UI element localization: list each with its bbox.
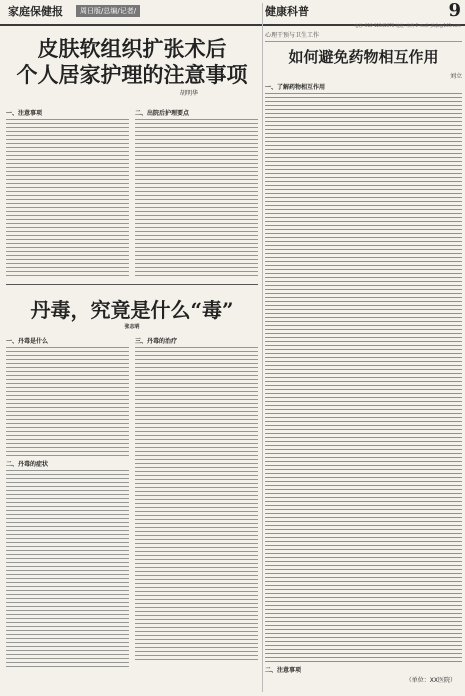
title1-line1: 皮肤软组织扩张术后	[37, 36, 227, 61]
right-subhead-1: 一、了解药物相互作用	[265, 84, 326, 91]
article2-subhead-2: 二、丹毒的症状	[6, 461, 49, 468]
article2-columns	[6, 334, 258, 670]
left-column	[6, 28, 258, 692]
article2-text-2	[6, 470, 129, 670]
article1-subhead-2: 二、出院后护理要点	[135, 110, 190, 117]
article1-columns	[6, 106, 258, 279]
article1-text	[6, 119, 129, 279]
right-section-head: 心理干预与卫生工作	[265, 28, 462, 42]
article2-byline: 张志明	[124, 324, 140, 330]
title1-line2: 个人居家护理的注意事项	[16, 62, 248, 87]
page-number: 9	[448, 0, 461, 21]
right-column	[262, 28, 462, 692]
right-signoff: （单位：XX医院）	[405, 677, 456, 684]
article-title-2: 丹毒，究竟是什么“毒”	[30, 298, 234, 322]
right-subhead-2: 二、注意事项	[265, 667, 302, 674]
header-pill: 周日版/总编/记者/	[76, 5, 140, 17]
page-header	[0, 0, 465, 26]
right-author: 刘立	[449, 73, 462, 80]
article-title-1	[6, 36, 258, 88]
article2-subhead-3: 三、丹毒的治疗	[135, 338, 178, 345]
article2-subhead-1: 一、丹毒是什么	[6, 338, 49, 345]
article-2	[6, 290, 258, 468]
right-title: 如何避免药物相互作用	[288, 48, 439, 66]
article1-subhead-1: 一、注意事项	[6, 110, 43, 117]
section-title: 家庭保健报	[8, 5, 63, 18]
article2-text-1	[6, 347, 129, 457]
article2-text-3	[135, 347, 258, 662]
article-divider	[6, 284, 258, 285]
article1-byline: 胡明华	[179, 90, 198, 97]
header-meta: 电话: 010-12345678 地址: 示例 E-mail: jtbjb@163.com	[354, 23, 461, 28]
article1-text-2	[135, 119, 258, 279]
right-text	[265, 93, 462, 663]
topic-label: 健康科普	[262, 3, 462, 667]
